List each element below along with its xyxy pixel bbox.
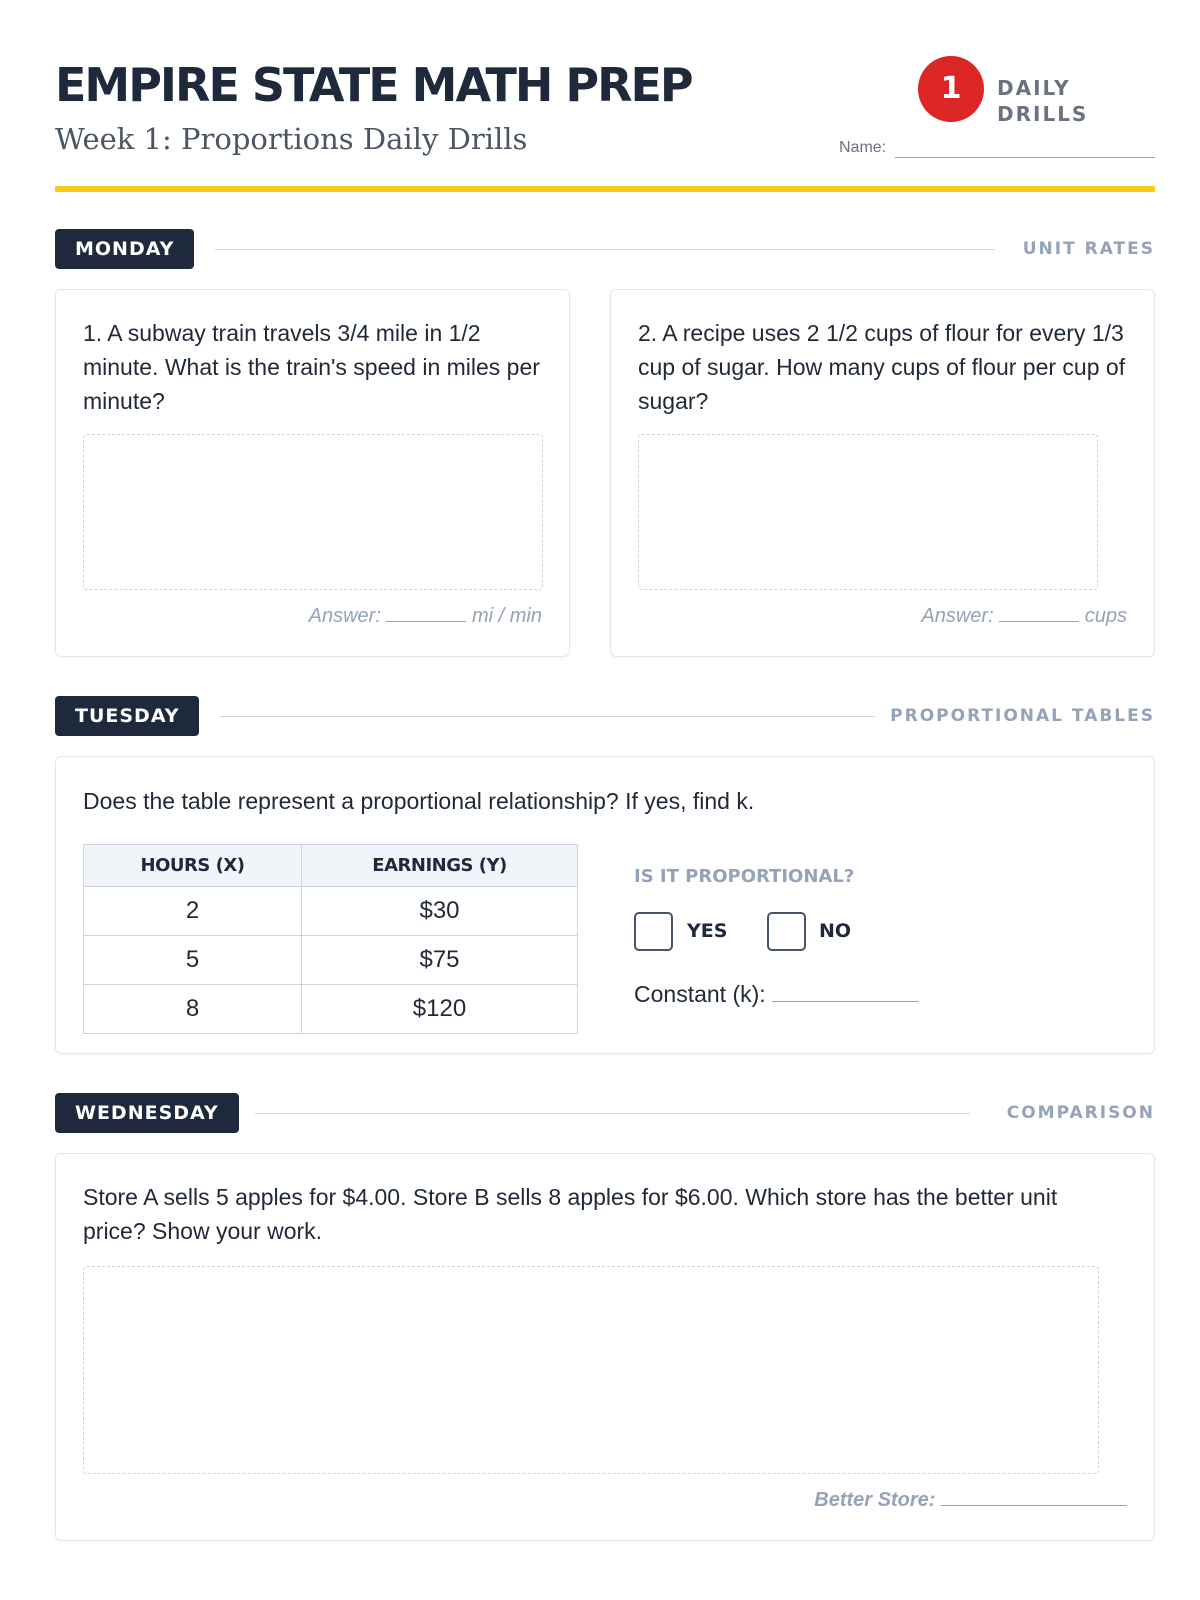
worksheet-header <box>55 55 1155 195</box>
wednesday-section-header <box>55 1093 1155 1133</box>
section-divider <box>215 249 995 250</box>
better-store-label: Better Store: <box>814 1489 936 1511</box>
wednesday-pill: WEDNESDAY <box>55 1093 239 1133</box>
answer-blank[interactable] <box>999 604 1079 622</box>
table-row <box>84 936 578 985</box>
section-divider <box>220 716 875 717</box>
answer-unit: cups <box>1084 605 1127 627</box>
table-header-row <box>84 845 578 887</box>
table-header-hours: HOURS (X) <box>84 845 302 887</box>
table-row <box>84 985 578 1034</box>
table-header-earnings: EARNINGS (Y) <box>302 845 578 887</box>
page-title: EMPIRE STATE MATH PREP <box>55 58 692 112</box>
no-checkbox[interactable] <box>767 912 806 951</box>
worksheet-page <box>55 0 1155 1600</box>
work-area-4[interactable] <box>83 1266 1099 1474</box>
name-label: Name: <box>839 139 887 156</box>
proportion-table <box>83 844 578 1034</box>
name-blank-line[interactable] <box>895 157 1155 158</box>
constant-label: Constant (k): <box>634 981 766 1007</box>
table-cell: 8 <box>84 985 302 1034</box>
question-card-4 <box>55 1153 1155 1541</box>
answer-line-2[interactable] <box>921 603 1127 629</box>
question-card-2 <box>610 289 1155 657</box>
table-cell: 2 <box>84 887 302 936</box>
answer-line-1[interactable] <box>309 603 542 629</box>
proportional-question-label: IS IT PROPORTIONAL? <box>634 866 855 887</box>
name-field[interactable] <box>839 137 1155 161</box>
yes-checkbox[interactable] <box>634 912 673 951</box>
work-area-1[interactable] <box>83 434 543 590</box>
answer-unit: mi / min <box>472 605 542 627</box>
table-cell: $30 <box>302 887 578 936</box>
question-card-3 <box>55 756 1155 1054</box>
question-card-1 <box>55 289 570 657</box>
answer-blank[interactable] <box>386 604 466 622</box>
better-store-blank[interactable] <box>941 1488 1127 1506</box>
answer-label: Answer: <box>921 605 994 627</box>
header-divider <box>55 186 1155 192</box>
question-4-text: Store A sells 5 apples for $4.00. Store B sells 8 apples for $6.00. Which store has the better unit price? Show your work. <box>83 1184 1058 1244</box>
table-cell: $75 <box>302 936 578 985</box>
table-row <box>84 887 578 936</box>
tuesday-topic: PROPORTIONAL TABLES <box>890 706 1155 726</box>
monday-pill: MONDAY <box>55 229 194 269</box>
table-cell: $120 <box>302 985 578 1034</box>
monday-topic: UNIT RATES <box>1022 239 1155 259</box>
answer-label: Answer: <box>308 605 381 627</box>
table-cell: 5 <box>84 936 302 985</box>
day-number-badge: 1 <box>918 56 984 122</box>
question-1-text: 1. A subway train travels 3/4 mile in 1/2 minute. What is the train's speed in miles per minute? <box>83 320 540 414</box>
constant-blank[interactable] <box>772 984 918 1002</box>
monday-section-header <box>55 229 1155 269</box>
wednesday-topic: COMPARISON <box>1006 1103 1155 1123</box>
tuesday-pill: TUESDAY <box>55 696 199 736</box>
constant-field[interactable] <box>634 979 918 1009</box>
question-2-text: 2. A recipe uses 2 1/2 cups of flour for every 1/3 cup of sugar. How many cups of flour per cup of sugar? <box>638 320 1126 414</box>
better-store-line[interactable] <box>814 1487 1127 1513</box>
section-divider <box>255 1113 970 1114</box>
daily-drills-label: DAILY DRILLS <box>997 76 1089 126</box>
yes-label: YES <box>687 920 728 942</box>
question-3-text: Does the table represent a proportional relationship? If yes, find k. <box>83 788 755 814</box>
tuesday-section-header <box>55 696 1155 736</box>
no-label: NO <box>819 920 852 942</box>
page-subtitle: Week 1: Proportions Daily Drills <box>55 122 528 156</box>
work-area-2[interactable] <box>638 434 1098 590</box>
